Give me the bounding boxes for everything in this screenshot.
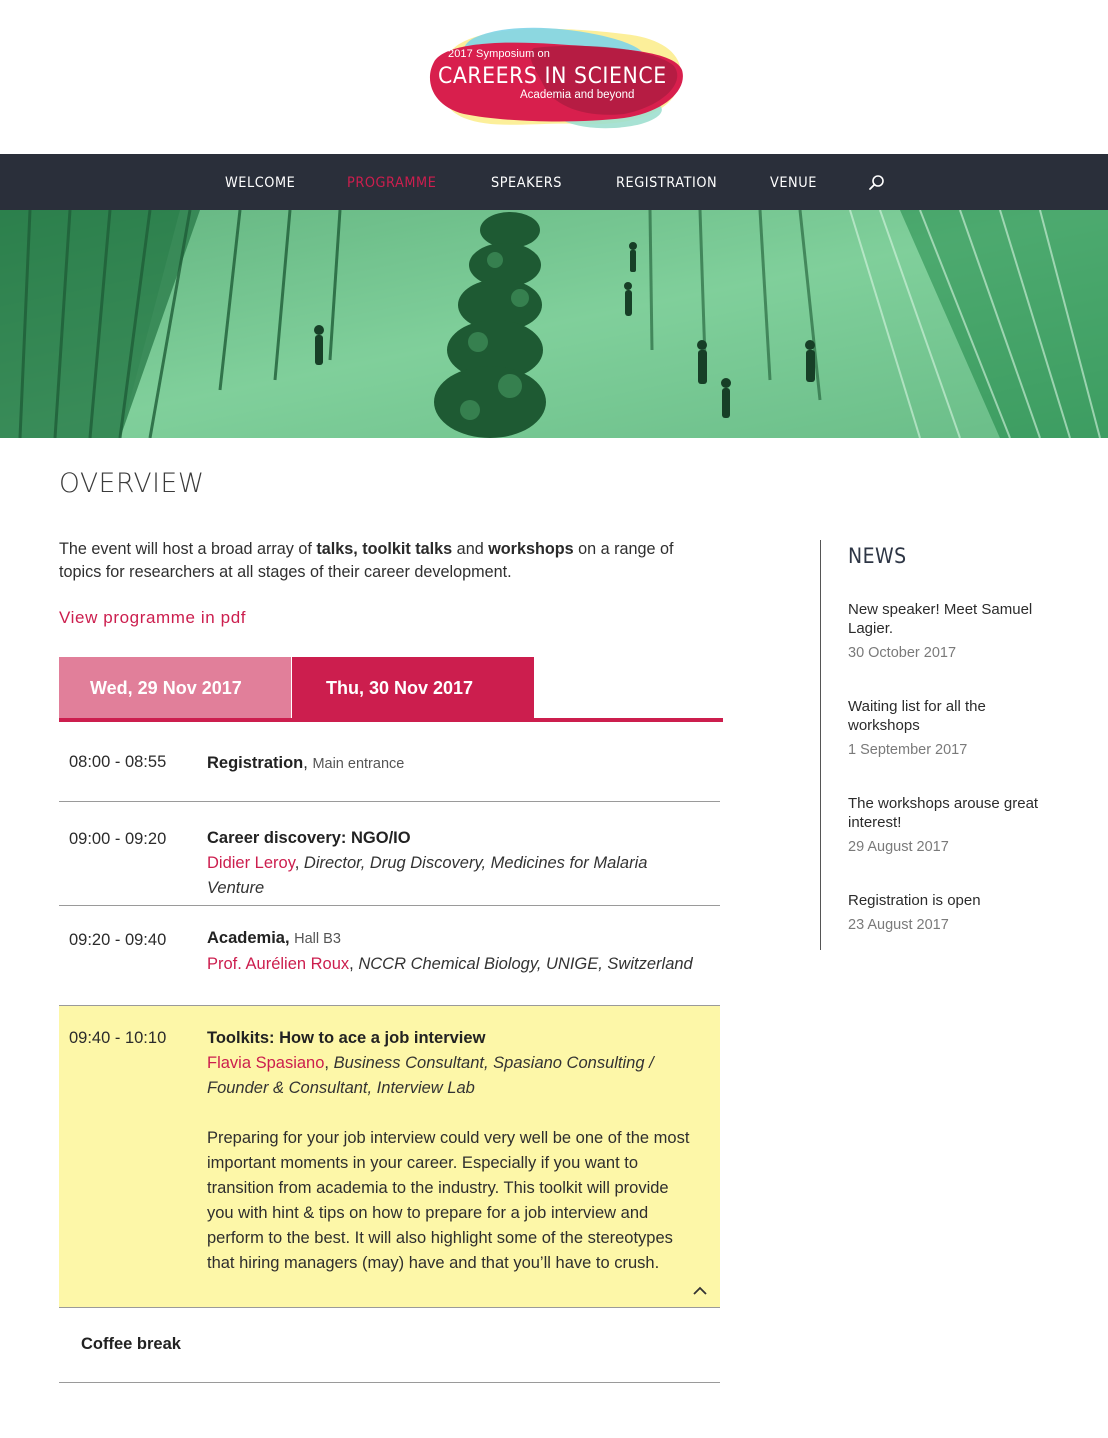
news-item[interactable] xyxy=(848,697,1053,758)
tab-wed-29-nov[interactable] xyxy=(59,657,291,719)
session-title: Academia, xyxy=(207,929,290,947)
schedule-row xyxy=(59,1308,720,1383)
session-title: Coffee break xyxy=(81,1335,181,1353)
session-time: 09:00 - 09:20 xyxy=(69,830,167,848)
nav-item-welcome[interactable]: WELCOME xyxy=(225,175,296,191)
view-programme-pdf-link[interactable]: View programme in pdf xyxy=(59,608,247,627)
site-header xyxy=(0,0,1108,154)
site-logo[interactable] xyxy=(424,26,686,130)
atrium-illustration xyxy=(0,210,1108,438)
intro-bold-talks: talks, toolkit talks xyxy=(316,540,453,558)
schedule-row xyxy=(59,723,720,802)
news-date: 23 August 2017 xyxy=(848,917,949,933)
speaker-role: Director, Drug Discovery, Medicines for Malaria Venture xyxy=(207,854,648,897)
session-time: 09:20 - 09:40 xyxy=(69,931,167,949)
intro-part-1: The event will host a broad array of xyxy=(59,540,317,558)
logo-line-1: 2017 Symposium on xyxy=(448,48,550,60)
day-tabs xyxy=(59,657,723,723)
session-content: Career discovery: NGO/IO Didier Leroy, Director, Drug Discovery, Medicines for Malaria Venture xyxy=(207,826,699,901)
news-headline[interactable]: Registration is open xyxy=(848,892,981,909)
news-sidebar xyxy=(820,540,1050,950)
session-description: Preparing for your job interview could very well be one of the most important moments in your career. Especially if you want to transition from academia to the industry. This toolkit will provide you with hint & tips on how to prepare for a job interview and perform to the best. It will also highlight some of the stereotypes that hiring managers (may) have and that you’ll have to crush. xyxy=(207,1129,690,1272)
tab-label: Wed, 29 Nov 2017 xyxy=(90,678,242,698)
session-title: Career discovery: NGO/IO xyxy=(207,829,411,847)
schedule-row xyxy=(59,906,720,1006)
speaker-link[interactable]: Didier Leroy xyxy=(207,854,295,872)
page-title: OVERVIEW xyxy=(59,468,205,499)
tab-thu-30-nov[interactable] xyxy=(292,657,534,719)
logo-line-3: Academia and beyond xyxy=(520,89,635,101)
news-item[interactable] xyxy=(848,794,1053,855)
nav-item-registration[interactable]: REGISTRATION xyxy=(616,175,718,191)
intro-part-3: on a range of topics for researchers at all stages of their career development. xyxy=(59,540,674,581)
session-content: Toolkits: How to ace a job interview Flavia Spasiano, Business Consultant, Spasiano Consulting / Founder & Consultant, Interview Lab Preparing for your job interview could very well be one of the most important moments in your career. Especially if you want to transition from academia to the industry. This toolkit will provide you with hint & tips on how to prepare for a job interview and perform to the best. It will also highlight some of the stereotypes that hiring managers (may) have and that you’ll have to crush. xyxy=(207,1026,699,1276)
session-content xyxy=(81,1332,573,1357)
session-time: 08:00 - 08:55 xyxy=(69,753,167,771)
news-date: 30 October 2017 xyxy=(848,645,957,661)
schedule-row-expanded[interactable] xyxy=(59,1006,720,1308)
session-location: Hall B3 xyxy=(294,931,341,947)
session-content: Academia, Hall B3 Prof. Aurélien Roux, NCCR Chemical Biology, UNIGE, Switzerland xyxy=(207,929,693,973)
chevron-up-icon[interactable] xyxy=(692,1285,708,1297)
intro-text xyxy=(59,538,699,584)
tab-underline xyxy=(59,718,723,722)
schedule-row xyxy=(59,802,720,906)
tab-label: Thu, 30 Nov 2017 xyxy=(326,678,474,698)
speaker-link[interactable]: Prof. Aurélien Roux xyxy=(207,955,350,973)
session-time: 09:40 - 10:10 xyxy=(69,1029,167,1047)
news-date: 1 September 2017 xyxy=(848,742,968,758)
nav-item-venue[interactable]: VENUE xyxy=(770,175,817,191)
news-item[interactable] xyxy=(848,891,1053,933)
session-title: Registration xyxy=(207,754,304,772)
session-title: Toolkits: How to ace a job interview xyxy=(207,1029,486,1047)
main-nav xyxy=(0,154,1108,210)
intro-part-2: and xyxy=(452,540,489,558)
news-headline[interactable]: New speaker! Meet Samuel Lagier. xyxy=(848,601,1033,637)
intro-bold-workshops: workshops xyxy=(488,540,574,558)
speaker-role: Business Consultant, Spasiano Consulting / Founder & Consultant, Interview Lab xyxy=(207,1054,654,1097)
search-icon[interactable] xyxy=(868,174,886,192)
news-headline[interactable]: The workshops arouse great interest! xyxy=(848,795,1039,831)
news-item[interactable] xyxy=(848,600,1053,661)
news-date: 29 August 2017 xyxy=(848,839,949,855)
speaker-role: NCCR Chemical Biology, UNIGE, Switzerland xyxy=(358,955,693,973)
news-title: NEWS xyxy=(848,544,907,568)
nav-item-speakers[interactable]: SPEAKERS xyxy=(491,175,563,191)
session-content: Registration, Main entrance xyxy=(207,754,405,772)
news-headline[interactable]: Waiting list for all the workshops xyxy=(848,698,986,734)
hero-image xyxy=(0,210,1108,438)
speaker-link[interactable]: Flavia Spasiano xyxy=(207,1054,325,1072)
logo-line-2: CAREERS IN SCIENCE xyxy=(438,64,667,89)
session-location: Main entrance xyxy=(312,756,405,772)
nav-item-programme[interactable]: PROGRAMME xyxy=(347,175,437,191)
